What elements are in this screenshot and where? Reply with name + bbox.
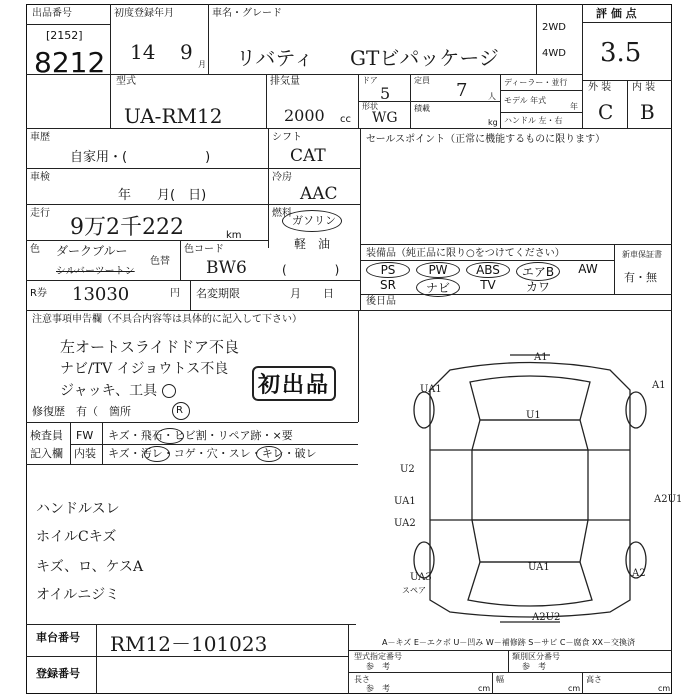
inspection-label: 車検 [30, 172, 50, 183]
sales-point-title: セールスポイント（正常に機能するものに限ります） [366, 134, 606, 145]
reg-month: 9 [180, 40, 193, 64]
fuel-diesel: 軽 油 [294, 237, 331, 251]
notes-circle [162, 384, 176, 398]
drive-divider [536, 4, 537, 74]
notes-line1: 左オートスライドドア不良 [60, 338, 239, 356]
equipment-title: 装備品（純正品に限り○をつけてください） [366, 248, 565, 259]
displacement-label: 排気量 [270, 76, 300, 87]
score-head-line [582, 22, 672, 23]
name-label: 車名・グレード [212, 8, 282, 19]
reg-num-label: 登録番号 [36, 667, 80, 680]
notes-bottom [26, 422, 358, 423]
inspector-divider [70, 422, 71, 464]
repair-label: 修復歴 有（ 箇所 [32, 405, 131, 418]
mileage-line [26, 240, 268, 241]
tax-value: 月 日 [290, 287, 334, 300]
km-unit: km [226, 230, 242, 241]
score-value: 3.5 [600, 38, 642, 68]
shape-label: 形状 [362, 102, 378, 111]
model-label: 型式 [116, 76, 136, 87]
ac-value: AAC [300, 184, 338, 204]
color-code-label: 色コード [184, 244, 224, 255]
class-label: 類別区分番号 [512, 652, 560, 661]
inspector-label2: 記入欄 [30, 447, 63, 460]
mark-ua1-mid: UA1 [394, 496, 416, 507]
damage-legend: A－キズ E－エクボ U－凹み W－補修跡 S－サビ C－腐食 XX－交換済 [382, 638, 636, 647]
equipment-item-0-2: ABS [466, 262, 510, 278]
int-label: 内装 [74, 447, 96, 460]
len-div [492, 672, 493, 694]
fw-items: キズ・飛石・ヒビ割・リペア跡・×要 [108, 429, 293, 442]
kg-unit: kg [488, 118, 498, 127]
drive-4wd: 4WD [542, 48, 566, 59]
reg-year: 14 [130, 40, 156, 64]
mark-u1: U1 [526, 410, 541, 421]
reg-label: 初度登録年月 [114, 8, 174, 19]
warranty-label: 新車保証書 [622, 250, 662, 259]
fuel-gasoline: ガソリン [292, 214, 336, 227]
doors-value: 5 [380, 84, 391, 103]
mark-ua1-rear: UA1 [528, 562, 550, 573]
stone-circle [156, 428, 184, 444]
yen-unit: 円 [170, 288, 180, 299]
mark-a1-front: A1 [534, 352, 548, 363]
history-line [26, 168, 360, 169]
center-divider [360, 128, 361, 310]
ac-label: 冷房 [272, 172, 292, 183]
chassis-value: RM12－101023 [110, 632, 268, 656]
color-code: BW6 [206, 258, 247, 278]
fuel-label: 燃料 [272, 208, 292, 219]
color-extra: シルバーツートン [56, 266, 135, 277]
interior-label: 内 装 [632, 82, 656, 93]
spec-mid [508, 650, 509, 672]
shift-value: CAT [290, 146, 326, 166]
model-spec-ref: 参 考 [366, 662, 390, 671]
equipment-item-1-2: TV [480, 278, 496, 292]
lot-label: 出品番号 [32, 8, 72, 19]
recycle-value: 13030 [72, 284, 130, 305]
fw-line [70, 444, 358, 445]
recycle-divider [190, 280, 191, 310]
warranty-divider [614, 244, 615, 294]
chassis-label: 車台番号 [36, 631, 80, 644]
capacity-value: 7 [456, 80, 468, 101]
dealer-label: ディーラー・並行 [504, 78, 568, 87]
exterior-label: 外 装 [588, 82, 612, 93]
chassis-line [26, 656, 348, 657]
load-label: 積載 [414, 104, 430, 113]
repair-mark: R [176, 405, 183, 416]
history-value: 自家用・( ) [70, 150, 211, 165]
inspector-label1: 検査員 [30, 429, 63, 442]
length-ref: 参 考 [366, 684, 390, 693]
scuff-circle [256, 446, 282, 462]
spec-line [348, 672, 672, 673]
hand-line1: ハンドルスレ [36, 501, 120, 517]
car-grade: GTビパッケージ [350, 46, 499, 70]
mileage-label: 走行 [30, 208, 50, 219]
grade-divider [627, 80, 628, 128]
hand-line2: ホイルCキズ [36, 529, 117, 545]
class-ref: 参 考 [522, 662, 546, 671]
cc-unit: cc [340, 114, 351, 125]
color-line [26, 280, 360, 281]
equipment-item-1-0: SR [380, 278, 396, 292]
displacement-value: 2000 [284, 106, 325, 125]
exterior-grade: C [598, 100, 614, 124]
mark-ua3: UA3 [410, 572, 432, 583]
person-unit: 人 [488, 92, 496, 101]
recycle-line [26, 310, 672, 311]
mark-ua2: UA2 [394, 518, 416, 529]
notes-line2: ナビ/TV イジョウトス不良 [60, 361, 229, 377]
model-value: UA-RM12 [124, 104, 223, 128]
int-items: キズ・汚レ・コゲ・穴・スレ・キレ・破レ [108, 447, 317, 460]
reg-divider [208, 4, 209, 74]
fuel-paren: ( ) [282, 263, 340, 277]
year-line [500, 112, 582, 113]
shift-divider [268, 128, 269, 248]
dirt-circle [144, 446, 170, 462]
capacity-divider [500, 74, 501, 128]
height-cm: cm [658, 684, 671, 693]
car-name: リバティ [236, 46, 314, 70]
hand-line4: オイルニジミ [36, 587, 120, 603]
equipment-item-0-1: PW [416, 262, 460, 278]
color-label: 色 [30, 244, 40, 255]
shape-value: WG [372, 110, 398, 126]
notes-title: 注意事項申告欄（不具合内容等は具体的に記入して下さい） [32, 314, 302, 325]
notes-right [358, 310, 359, 422]
mark-a2u2: A2U2 [532, 612, 561, 623]
score-header: 評 価 点 [596, 7, 637, 20]
row2-bottom [26, 128, 672, 129]
footer-right-divider [348, 624, 349, 694]
wid-div [582, 672, 583, 694]
length-cm: cm [478, 684, 491, 693]
mark-a1-right: A1 [652, 380, 666, 391]
color-divider [180, 240, 181, 280]
width-label: 幅 [496, 675, 504, 684]
equipment-item-0-0: PS [366, 262, 410, 278]
lot-code: [2152] [46, 29, 83, 42]
handle-label: ハンドル 左・右 [504, 116, 563, 125]
width-cm: cm [568, 684, 581, 693]
color-value: ダークブルー [56, 244, 128, 258]
reg-month-unit: 月 [198, 60, 206, 69]
height-label: 高さ [586, 675, 602, 684]
model-spec-label: 型式指定番号 [354, 652, 402, 661]
model-divider [266, 74, 267, 128]
equipment-item-0-3: エアB [516, 262, 560, 281]
doors-mid [358, 101, 500, 102]
equipment-item-1-1: ナビ [416, 278, 460, 297]
equip-row-line [360, 260, 614, 261]
inspection-value: 年 月( 日) [118, 188, 207, 203]
equipment-item-0-4: AW [578, 262, 598, 276]
mark-a2: A2 [632, 568, 646, 579]
lot-label-line [26, 24, 110, 25]
sales-bottom [360, 244, 672, 245]
interior-grade: B [640, 100, 655, 124]
lot-number: 8212 [34, 46, 106, 79]
lot-divider [110, 4, 111, 128]
hand-line3: キズ、ロ、ケスA [36, 559, 144, 575]
dealer-line [500, 90, 582, 91]
mileage-value: 9万2千222 [70, 215, 184, 240]
after-label: 後日品 [366, 296, 396, 307]
shift-label: シフト [272, 132, 302, 143]
recycle-label: R券 [30, 288, 47, 299]
spare-label: スペア [402, 586, 426, 595]
color-change-label: 色替 [150, 256, 170, 267]
warranty-value: 有・無 [624, 271, 657, 284]
inspection-line [26, 204, 360, 205]
chassis-divider [96, 624, 97, 694]
tax-label: 名変期限 [196, 287, 240, 300]
fw-label: FW [76, 429, 94, 442]
inspector-bottom [26, 464, 358, 465]
model-year-label: モデル 年式 [504, 96, 547, 105]
fw-sep [102, 422, 103, 464]
spec-top [348, 650, 672, 651]
equipment-item-1-3: カワ [525, 280, 550, 294]
mark-ua1-left: UA1 [420, 384, 442, 395]
footer-top [26, 624, 356, 625]
length-label: 長さ [354, 675, 370, 684]
history-label: 車歴 [30, 132, 50, 143]
mark-a2u1: A2U1 [654, 494, 683, 505]
drive-2wd: 2WD [542, 22, 566, 33]
notes-line3: ジャッキ、工具 [60, 383, 158, 399]
year-unit: 年 [570, 102, 578, 111]
capacity-label: 定員 [414, 76, 430, 85]
doors-label: ドア [362, 76, 378, 85]
mark-u2: U2 [400, 464, 415, 475]
equip-bottom [360, 294, 672, 295]
first-listing-stamp: 初出品 [252, 366, 336, 401]
